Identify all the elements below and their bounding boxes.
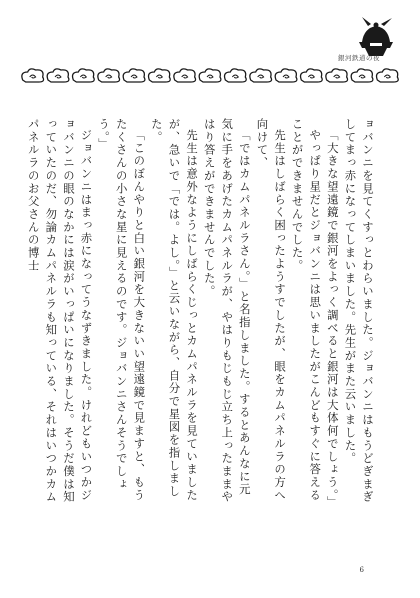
- cloud-motif-icon: [377, 69, 399, 82]
- cloud-motif-icon: [174, 69, 196, 82]
- cloud-motif-icon: [326, 69, 348, 82]
- cloud-motif-icon: [149, 69, 171, 82]
- paragraph: ョバンニを見てくすっとわらいました。ジョバンニはもうどぎまぎしてまっ赤になってしまいました。先生がまた云いました。: [343, 118, 375, 504]
- body-text: [26, 118, 376, 510]
- cloud-motif-icon: [98, 69, 120, 82]
- cloud-motif-icon: [275, 69, 297, 82]
- cloud-motif-icon: [73, 69, 95, 82]
- paragraph: 「ではカムパネルラさん。」と名指しました。するとあんなに元気に手をあげたカムパネルラが、やはりもじもじ立ち上ったままやはり答えができませんでした。: [202, 118, 252, 504]
- paragraph: 先生はしばらく困ったようすでしたが、眼をカムパネルラの方へ向けて、: [255, 118, 288, 503]
- cloud-motif-icon: [351, 69, 373, 82]
- paragraph: 先生は意外なようにしばらくじっとカムパネルラを見ていましたが、急いで「では。よし。」と云いながら、自分で星図を指しました。: [149, 118, 200, 503]
- paragraph: 「大きな望遠鏡で銀河をよっく調べると銀河は大体何でしょう。」: [325, 129, 340, 510]
- page-number: 6: [359, 566, 364, 574]
- paragraph: やっぱり星だとジョバンニは思いましたがこんどもすぐに答えることができませんでした。: [290, 118, 323, 503]
- paragraph: ジョバンニはまっ赤になってうなずきました。けれどもいつかジョバンニの眼のなかには涙がいっぱいになりました。そうだ僕は知っていたのだ、勿論カムパネルラも知っている、それはいつかカムパネルラのお父さんの博士: [26, 118, 94, 504]
- cloud-motif-icon: [123, 69, 145, 82]
- paragraph: 「このぼんやりと白い銀河を大きないい望遠鏡で見ますと、もうたくさんの小さな星に見えるのです。ジョバンニさんそうでしょう。」: [97, 118, 147, 503]
- cloud-motif-icon: [250, 69, 272, 82]
- cloud-motif-icon: [199, 69, 221, 82]
- cloud-motif-icon: [225, 69, 247, 82]
- cloud-motif-icon: [301, 69, 323, 82]
- cloud-pattern-border-icon: [20, 66, 400, 86]
- cloud-motif-icon: [47, 69, 69, 82]
- samurai-helmet-icon: [356, 16, 396, 58]
- cloud-motif-icon: [22, 69, 44, 82]
- book-title: 銀河鉄道の夜: [338, 54, 380, 62]
